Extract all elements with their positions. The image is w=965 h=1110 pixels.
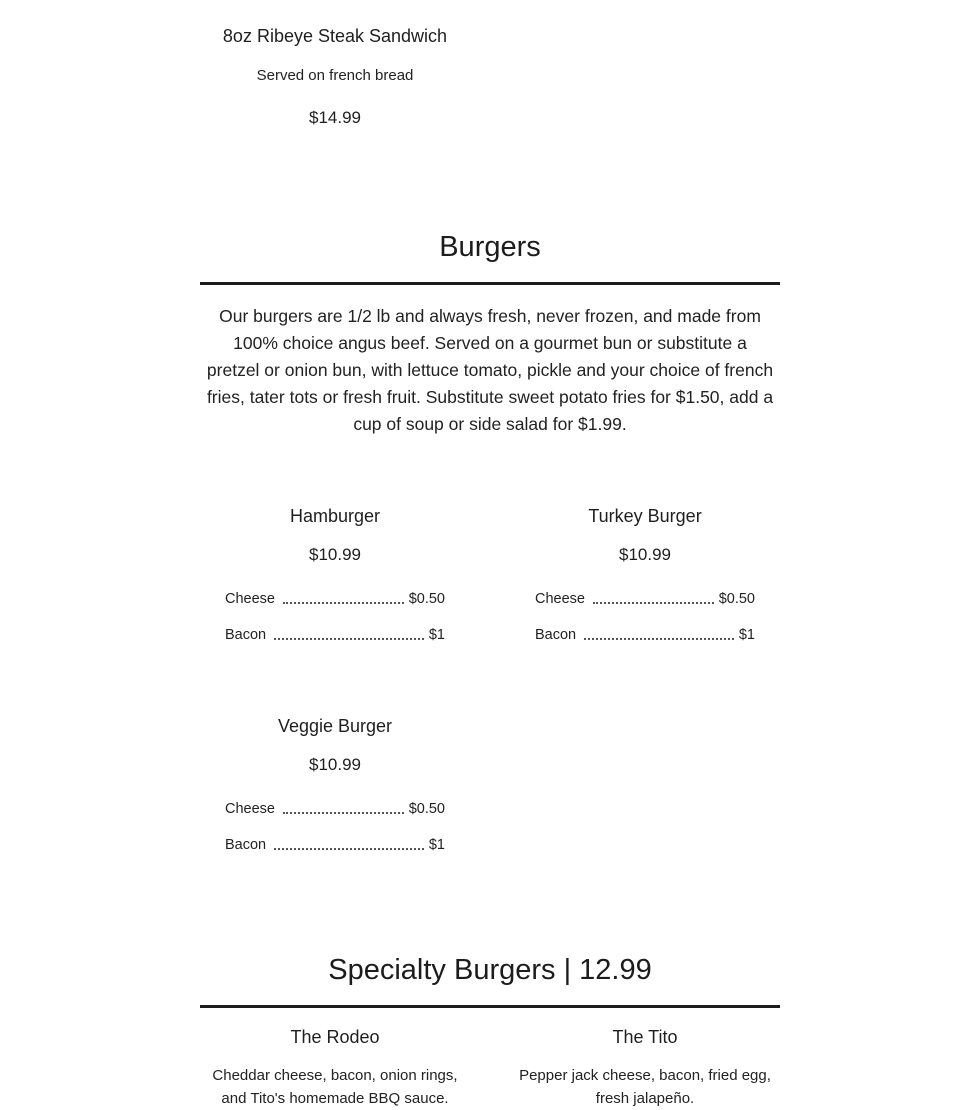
- addon-price: $0.50: [408, 591, 445, 607]
- dot-leader: [274, 638, 424, 640]
- hamburger-addon-bacon: [225, 625, 445, 643]
- addon-label: Bacon: [225, 627, 267, 643]
- turkey-burger-addon-cheese: [535, 589, 755, 607]
- dot-leader: [283, 812, 404, 814]
- rodeo-description: Cheddar cheese, bacon, onion rings, and Tito's homemade BBQ sauce.: [212, 1067, 458, 1107]
- addon-price: $1: [738, 627, 755, 643]
- dot-leader: [283, 602, 404, 604]
- addon-price: $0.50: [718, 591, 755, 607]
- specialty-divider: [200, 1005, 780, 1008]
- addon-price: $1: [428, 627, 445, 643]
- burgers-divider: [200, 282, 780, 285]
- veggie-burger-price: $10.99: [309, 755, 361, 774]
- addon-label: Cheese: [535, 591, 585, 607]
- steak-sandwich-description: Served on french bread: [256, 67, 414, 84]
- addon-label: Bacon: [535, 627, 577, 643]
- rodeo-name: The Rodeo: [290, 1027, 380, 1047]
- addon-price: $0.50: [408, 801, 445, 817]
- dot-leader: [274, 848, 424, 850]
- veggie-burger-addon-cheese: [225, 799, 445, 817]
- addon-label: Cheese: [225, 591, 275, 607]
- veggie-burger-name: Veggie Burger: [277, 716, 393, 736]
- hamburger-addon-cheese: [225, 589, 445, 607]
- hamburger-name: Hamburger: [289, 506, 381, 526]
- addon-label: Cheese: [225, 801, 275, 817]
- turkey-burger-name: Turkey Burger: [588, 506, 702, 526]
- tito-name: The Tito: [612, 1027, 678, 1047]
- turkey-burger-addon-bacon: [535, 625, 755, 643]
- dot-leader: [584, 638, 734, 640]
- veggie-burger-addon-bacon: [225, 835, 445, 853]
- addon-price: $1: [428, 837, 445, 853]
- turkey-burger-price: $10.99: [619, 545, 671, 564]
- steak-sandwich-name: 8oz Ribeye Steak Sandwich: [222, 26, 448, 46]
- steak-sandwich-price: $14.99: [309, 108, 361, 127]
- hamburger-price: $10.99: [309, 545, 361, 564]
- specialty-section-title: Specialty Burgers | 12.99: [328, 954, 652, 986]
- tito-description: Pepper jack cheese, bacon, fried egg, fresh jalapeño.: [519, 1067, 771, 1107]
- dot-leader: [593, 602, 714, 604]
- burgers-intro: Our burgers are 1/2 lb and always fresh, never frozen, and made from 100% choice angus beef. Served on a gourmet bun or substitute a pretzel or onion bun, with lettuce tomato, pickle and your choice of french fries, tater tots or fresh fruit. Substitute sweet potato fries for $1.50, add a cup of soup or side salad for $1.99.: [206, 306, 774, 434]
- addon-label: Bacon: [225, 837, 267, 853]
- burgers-section-title: Burgers: [439, 231, 541, 263]
